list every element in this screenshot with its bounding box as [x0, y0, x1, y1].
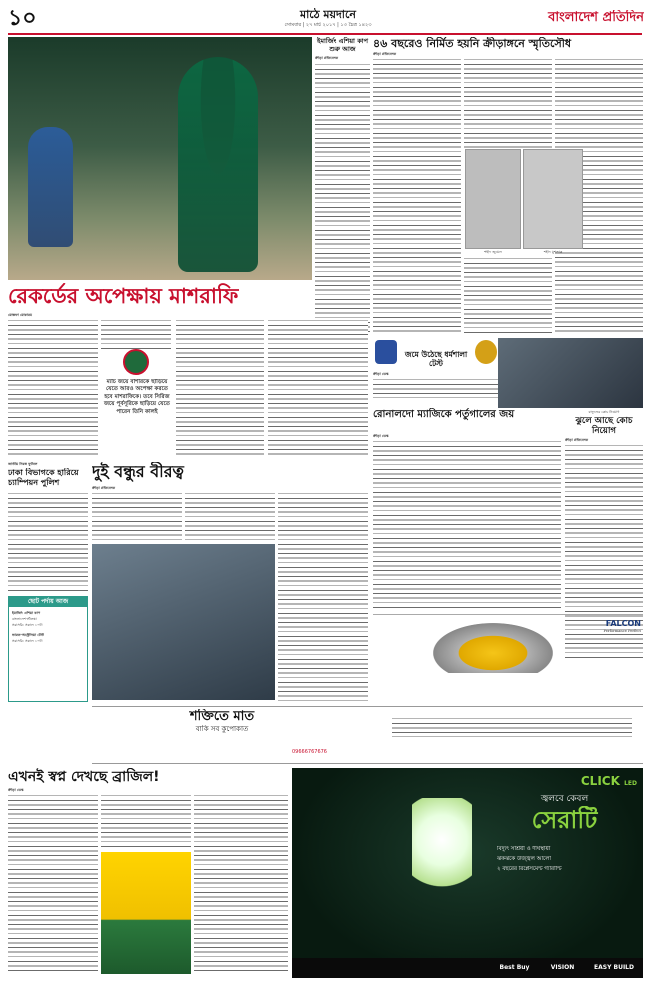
falcon-brand: FALCON: [605, 619, 641, 628]
header-rule: [8, 33, 642, 35]
lead-headline: রেকর্ডের অপেক্ষায় মাশরাফি: [8, 284, 239, 308]
police-body: [8, 492, 88, 592]
test-body: [373, 378, 498, 398]
friends-headline: দুই বন্ধুর বীরত্ব: [92, 462, 184, 481]
coach-kicker: বাফুফের কোচ নিয়োগ: [588, 410, 620, 414]
ca-logo: [475, 340, 497, 364]
partner-strip: [292, 958, 643, 978]
brazil-photo: [101, 852, 191, 974]
partner-3: EASY BUILD: [594, 964, 634, 971]
brief-byline: ক্রীড়া প্রতিবেদক: [315, 56, 339, 60]
page-header: [8, 6, 644, 32]
brief-title: ইমার্জিং এশিয়া কাপ শুরু আজ: [316, 37, 369, 53]
shoktite-ad: [92, 706, 643, 764]
mashrafe-photo: [8, 37, 312, 280]
ad-subline: বাকি সব কুপোকাত: [195, 725, 249, 733]
date-line: সোমবার | ২৭ মার্চ ২০১৭ | ১৩ চৈত্র ১৪২৩: [284, 22, 372, 28]
memorial-byline: ক্রীড়া প্রতিবেদক: [373, 52, 397, 56]
lead-body-col4: [268, 319, 368, 455]
ronaldo-story: [373, 400, 563, 612]
falcon-tagline: Performance Perfect: [603, 629, 641, 633]
lead-story: [8, 283, 368, 458]
lead-body-col3: [176, 319, 264, 455]
tv-title: ছোট পর্দায় আজ: [9, 597, 87, 607]
coach-byline: ক্রীড়া প্রতিবেদক: [565, 438, 589, 442]
friends-photo: [92, 544, 275, 700]
brazil-story: [8, 768, 288, 978]
brazil-body-col3: [194, 794, 288, 974]
memorial-body-col1: [373, 58, 461, 335]
brazil-body-col1: [8, 794, 98, 974]
bcb-logo: [123, 349, 149, 375]
led-bulb-icon: [412, 798, 472, 918]
click-brand-sub: LED: [624, 780, 637, 787]
memorial-body-col2b: [464, 257, 552, 335]
player-figure: [178, 57, 258, 272]
police-story: [8, 462, 88, 702]
friends-byline: ক্রীড়া প্রতিবেদক: [92, 486, 116, 490]
click-feature-2: ঝকঝকে উজ্জ্বল আলো: [497, 856, 551, 862]
ronaldo-byline: ক্রীড়া ডেস্ক: [373, 434, 389, 438]
click-brand-name: CLICK: [580, 774, 620, 788]
lead-body-col1: [8, 319, 98, 455]
tv-item-2: বাংলাদেশ-শ্রীলঙ্কা: [12, 617, 37, 621]
memorial-photo-left: [465, 149, 521, 249]
coach-title: ঝুলে আছে কোচ নিয়োগ: [575, 416, 633, 436]
page-number: ১০: [8, 6, 37, 31]
tv-item-5: সরাসরি: সকাল ১০টা: [12, 639, 43, 643]
memorial-headline: ৪৬ বছরেও নির্মিত হয়নি ক্রীড়াঙ্গনে স্মৃতিসৌধ: [373, 37, 572, 50]
brazil-headline: এখনই স্বপ্ন দেখছে ব্রাজিল!: [8, 769, 160, 785]
friends-body-col1: [92, 492, 182, 542]
memorial-photo-right: [523, 149, 583, 249]
memorial-caption-left: শহীদ জুয়েল: [484, 250, 502, 254]
click-brand: [562, 774, 637, 791]
partner-2: VISION: [550, 964, 575, 971]
ad-body: [392, 717, 632, 737]
click-feature-1: বিদ্যুৎ সাশ্রয়ী ও দীর্ঘস্থায়ী: [497, 846, 551, 852]
section-title: মাঠে ময়দানে: [300, 8, 356, 21]
test-byline: ক্রীড়া ডেস্ক: [373, 372, 389, 376]
tv-item-3: সরাসরি: সকাল ১০টা: [12, 623, 43, 627]
test-story: [373, 338, 498, 398]
ronaldo-headline: রোনালদো ম্যাজিকে পর্তুগালের জয়: [373, 409, 515, 420]
click-ad: [292, 768, 643, 978]
lead-byline: মোস্তফা মোকারম: [8, 313, 33, 317]
click-feature-3: ২ বছরের রিপ্লেসমেন্ট গ্যারান্টি: [497, 866, 562, 872]
ad-hotline: 09666767676: [292, 749, 327, 755]
ronaldo-body: [373, 440, 561, 610]
batsman-figure: [28, 127, 73, 247]
brazil-byline: ক্রীড়া ডেস্ক: [8, 788, 24, 792]
click-headline-big: সেরাটি: [531, 806, 598, 834]
tv-schedule: [8, 596, 88, 702]
tv-item-4: ভারত-অস্ট্রেলিয়া টেস্ট: [12, 633, 44, 637]
friends-story: [92, 462, 368, 702]
click-headline-small: জ্বলবে কেবল: [540, 794, 589, 804]
police-byline: জাতীয় নিরস্ত্র ফুটবল: [8, 462, 38, 466]
falcon-ad: [373, 614, 643, 706]
grinder-image: [433, 623, 553, 673]
tv-item-1: ইমার্জিং এশিয়া কাপ: [12, 611, 41, 615]
memorial-body-col2: [464, 58, 552, 148]
brazil-body-col2: [101, 794, 191, 850]
masthead: বাংলাদেশ প্রতিদিন: [548, 10, 644, 25]
lead-body-col2: [101, 319, 171, 349]
pull-quote: ম্যাচ জয়ে বাশারকে ছাড়িয়ে যেতে আরও অপেক্ষা করতে হবে মাশরাফিকে। তবে সিরিজ জয়ে পূর্বসূরিকে ছাড়িয়ে যেতে পারেন তিনি কালই: [104, 379, 170, 415]
test-headline: জমে উঠেছে ধর্মশালা টেস্ট: [404, 350, 468, 368]
memorial-story: [373, 37, 643, 337]
friends-body-col2: [185, 492, 275, 542]
police-headline: ঢাকা বিভাগকে হারিয়ে চ্যাম্পিয়ন পুলিশ: [8, 468, 79, 487]
friends-body-col3: [278, 492, 368, 702]
ad-headline: শক্তিতে মাত: [189, 709, 255, 724]
memorial-caption-right: শহীদ মুশতাক: [543, 250, 563, 254]
ronaldo-photo: [498, 338, 643, 408]
partner-1: Best Buy: [499, 964, 530, 971]
bcci-logo: [375, 340, 397, 364]
